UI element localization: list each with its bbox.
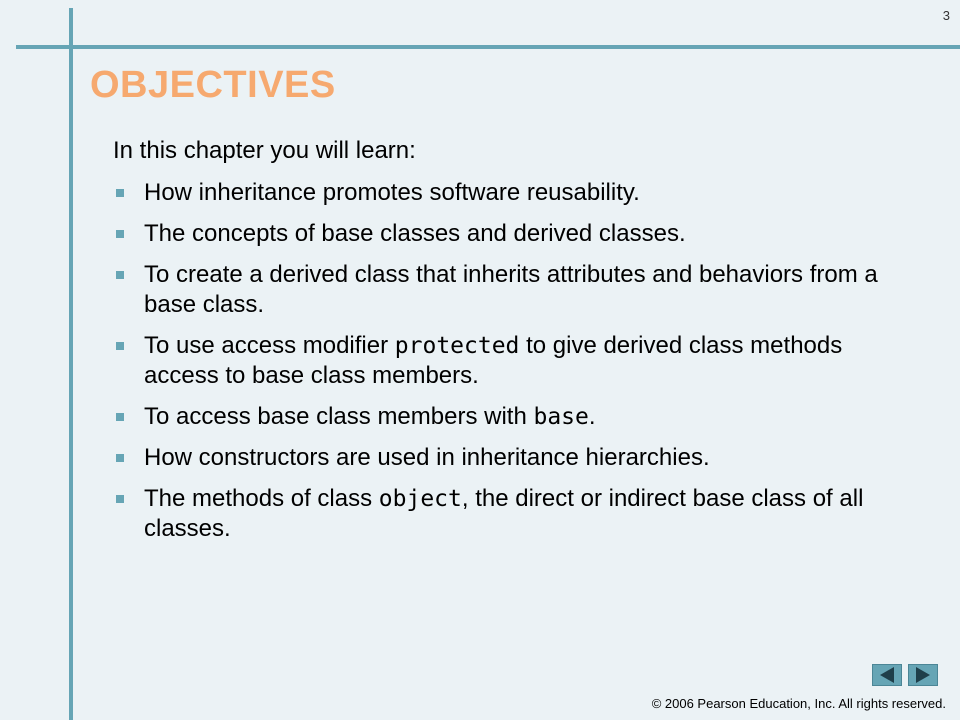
objective-text-segment: , the direct or indirect base class of all classes.: [144, 485, 864, 542]
objective-item: [113, 443, 923, 473]
objective-text-segment: to give derived class methods access to base class members.: [144, 332, 843, 389]
bullet-square-icon: [116, 230, 124, 238]
vertical-rule: [69, 8, 73, 720]
objective-text-segment: To create a derived class that inherits attributes and behaviors from a base class.: [144, 261, 878, 318]
next-slide-button[interactable]: [908, 664, 938, 686]
objective-text-segment: The methods of class: [144, 485, 379, 512]
bullet-square-icon: [116, 342, 124, 350]
objective-text-segment: To use access modifier: [144, 332, 395, 359]
bullet-square-icon: [116, 454, 124, 462]
intro-text: In this chapter you will learn:: [113, 137, 416, 164]
objective-text: [144, 178, 923, 208]
objective-item: [113, 260, 923, 320]
code-keyword: protected: [394, 333, 520, 359]
objective-text: [144, 443, 923, 473]
objective-text-segment: How inheritance promotes software reusability.: [144, 179, 640, 206]
objective-item: [113, 331, 923, 391]
objective-text: [144, 331, 923, 391]
objective-item: [113, 219, 923, 249]
bullet-square-icon: [116, 495, 124, 503]
objective-item: [113, 484, 923, 544]
previous-slide-button[interactable]: [872, 664, 902, 686]
copyright-footer: © 2006 Pearson Education, Inc. All rights reserved.: [651, 696, 946, 711]
objectives-list: [113, 178, 923, 555]
objective-item: [113, 402, 923, 432]
slide-title: OBJECTIVES: [90, 64, 336, 106]
objective-text: [144, 219, 923, 249]
bullet-square-icon: [116, 189, 124, 197]
objective-text: [144, 402, 923, 432]
horizontal-rule: [16, 45, 960, 49]
code-keyword: object: [378, 486, 462, 512]
objective-text-segment: The concepts of base classes and derived classes.: [144, 220, 686, 247]
bullet-square-icon: [116, 413, 124, 421]
page-number: 3: [942, 8, 950, 23]
triangle-right-icon: [916, 667, 930, 683]
objective-text-segment: .: [588, 403, 596, 430]
bullet-square-icon: [116, 271, 124, 279]
slide-navigation: [872, 664, 938, 686]
objective-text: [144, 260, 923, 320]
objective-item: [113, 178, 923, 208]
objective-text-segment: How constructors are used in inheritance hierarchies.: [144, 444, 710, 471]
objective-text: [144, 484, 923, 544]
triangle-left-icon: [880, 667, 894, 683]
objective-text-segment: To access base class members with: [144, 403, 534, 430]
code-keyword: base: [533, 404, 589, 430]
